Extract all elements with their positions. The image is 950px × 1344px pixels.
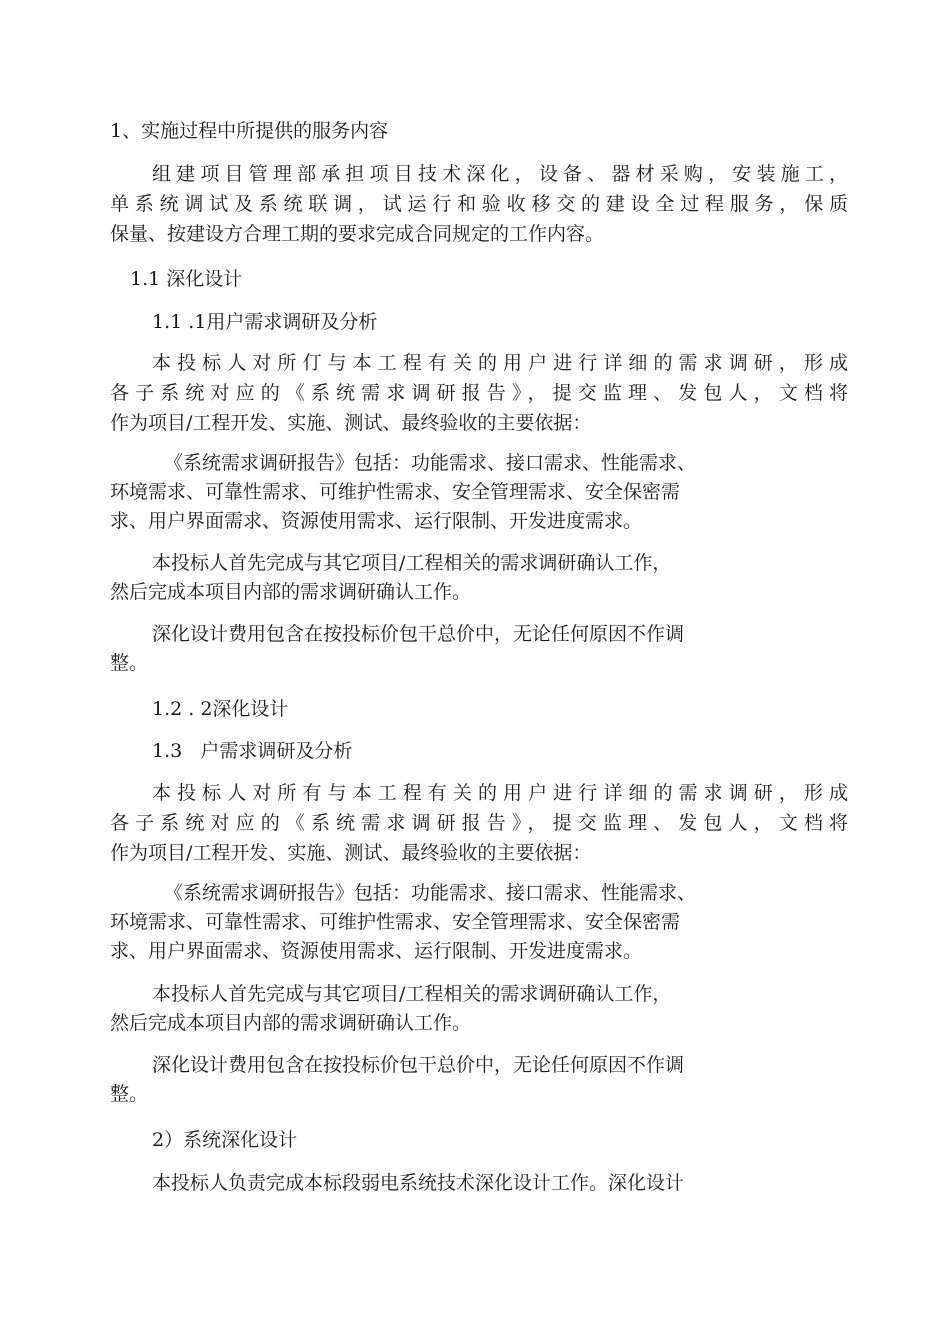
section-heading: 1、实施过程中所提供的服务内容	[110, 120, 389, 142]
subsection-heading: 2）系统深化设计	[152, 1129, 298, 1151]
paragraph-line: 本投标人首先完成与其它项目/工程相关的需求调研确认工作，	[152, 552, 672, 574]
subsection-heading: 1.2 . 2深化设计	[152, 698, 289, 720]
paragraph-line: 作为项目/工程开发、实施、测试、最终验收的主要依据：	[110, 842, 592, 864]
paragraph-line: 然后完成本项目内部的需求调研确认工作。	[110, 581, 472, 603]
paragraph-line: 深化设计费用包含在按投标价包干总价中，无论任何原因不作调	[152, 623, 685, 645]
paragraph-line: 《系统需求调研报告》包括：功能需求、接口需求、性能需求、	[164, 882, 697, 904]
paragraph-line: 求、用户界面需求、资源使用需求、运行限制、开发进度需求。	[110, 940, 643, 962]
paragraph-line: 本投标人负责完成本标段弱电系统技术深化设计工作。深化设计	[152, 1172, 685, 1194]
paragraph-line: 保量、按建设方合理工期的要求完成合同规定的工作内容。	[110, 223, 605, 245]
paragraph-line: 《系统需求调研报告》包括：功能需求、接口需求、性能需求、	[164, 452, 697, 474]
paragraph-line: 单系统调试及系统联调，试运行和验收移交的建设全过程服务，保质	[110, 193, 848, 215]
paragraph-line: 整。	[110, 1083, 149, 1105]
subsection-heading: 1.3 户需求调研及分析	[152, 740, 353, 762]
subsection-heading: 1.1 .1用户需求调研及分析	[152, 311, 378, 333]
paragraph-line: 各子系统对应的《系统需求调研报告》，提交监理、发包人，文档将	[110, 812, 848, 834]
paragraph-line: 环境需求、可靠性需求、可维护性需求、安全管理需求、安全保密需	[110, 911, 681, 933]
paragraph-line: 环境需求、可靠性需求、可维护性需求、安全管理需求、安全保密需	[110, 481, 681, 503]
paragraph-line: 整。	[110, 652, 149, 674]
paragraph-line: 组建项目管理部承担项目技术深化，设备、器材采购，安装施工，	[152, 163, 848, 185]
paragraph-line: 各子系统对应的《系统需求调研报告》，提交监理、发包人，文档将	[110, 382, 848, 404]
paragraph-line: 求、用户界面需求、资源使用需求、运行限制、开发进度需求。	[110, 510, 643, 532]
paragraph-line: 本投标人对所仃与本工程有关的用户进行详细的需求调研，形成	[152, 352, 848, 374]
paragraph-line: 作为项目/工程开发、实施、测试、最终验收的主要依据：	[110, 412, 592, 434]
subsection-heading: 1.1 深化设计	[130, 268, 243, 290]
paragraph-line: 然后完成本项目内部的需求调研确认工作。	[110, 1012, 472, 1034]
paragraph-line: 本投标人对所有与本工程有关的用户进行详细的需求调研，形成	[152, 782, 848, 804]
paragraph-line: 本投标人首先完成与其它项目/工程相关的需求调研确认工作，	[152, 983, 672, 1005]
paragraph-line: 深化设计费用包含在按投标价包干总价中，无论任何原因不作调	[152, 1054, 685, 1076]
